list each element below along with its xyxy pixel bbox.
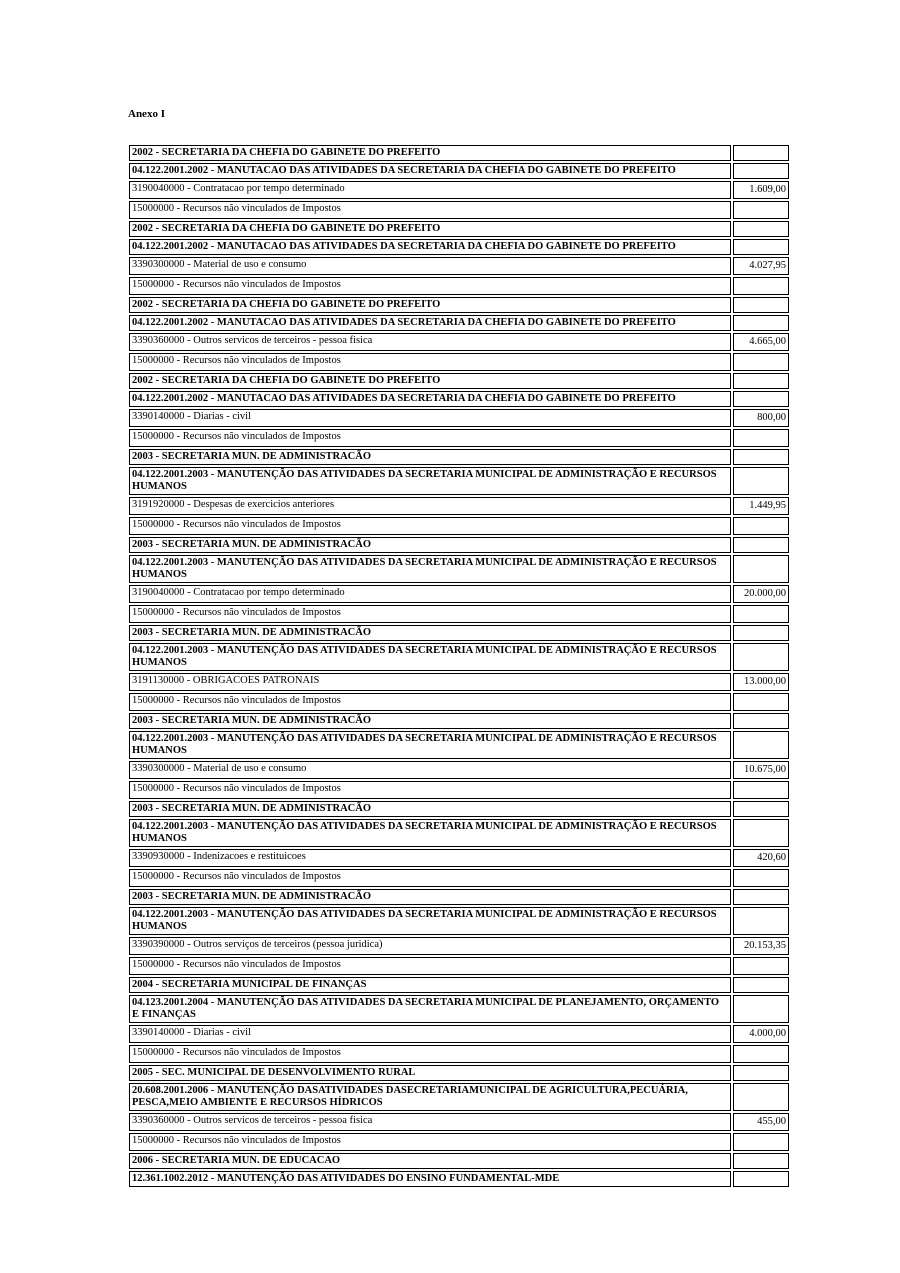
row-description: 15000000 - Recursos não vinculados de Impostos [129,517,731,535]
row-description: 3190040000 - Contratacao por tempo determinado [129,585,731,603]
row-value [733,297,789,313]
item-row [129,1113,789,1131]
heading-row [129,221,789,237]
heading-row [129,643,789,671]
row-description: 2002 - SECRETARIA DA CHEFIA DO GABINETE DO PREFEITO [129,297,731,313]
heading-row [129,145,789,161]
row-description: 15000000 - Recursos não vinculados de Impostos [129,1045,731,1063]
heading-row [129,995,789,1023]
row-value [733,995,789,1023]
row-value: 20.153,35 [733,937,789,955]
row-value [733,373,789,389]
row-description: 15000000 - Recursos não vinculados de Impostos [129,201,731,219]
item-row [129,201,789,219]
row-description: 2002 - SECRETARIA DA CHEFIA DO GABINETE DO PREFEITO [129,145,731,161]
row-description: 3191920000 - Despesas de exercicios anteriores [129,497,731,515]
row-description: 04.122.2001.2003 - MANUTENÇÃO DAS ATIVIDADES DA SECRETARIA MUNICIPAL DE ADMINISTRAÇÃO E RECURSOS HUMANOS [129,819,731,847]
row-value: 455,00 [733,1113,789,1131]
row-description: 15000000 - Recursos não vinculados de Impostos [129,957,731,975]
budget-table [127,143,791,1189]
heading-row [129,819,789,847]
row-description: 20.608.2001.2006 - MANUTENÇÃO DASATIVIDADES DASECRETARIAMUNICIPAL DE AGRICULTURA,PECUÁRIA, PESCA,MEIO AMBIENTE E RECURSOS HÍDRICOS [129,1083,731,1111]
heading-row [129,467,789,495]
row-description: 15000000 - Recursos não vinculados de Impostos [129,869,731,887]
heading-row [129,163,789,179]
row-description: 2003 - SECRETARIA MUN. DE ADMINISTRACÃO [129,625,731,641]
row-value [733,731,789,759]
row-description: 2006 - SECRETARIA MUN. DE EDUCACAO [129,1153,731,1169]
item-row [129,1133,789,1151]
row-description: 04.122.2001.2002 - MANUTACAO DAS ATIVIDADES DA SECRETARIA DA CHEFIA DO GABINETE DO PREFEITO [129,315,731,331]
item-row [129,693,789,711]
item-row [129,353,789,371]
row-value: 4.027,95 [733,257,789,275]
row-value [733,625,789,641]
heading-row [129,297,789,313]
row-value [733,781,789,799]
row-description: 3390360000 - Outros servicos de terceiros - pessoa fisica [129,1113,731,1131]
row-value: 4.665,00 [733,333,789,351]
row-description: 04.123.2001.2004 - MANUTENÇÃO DAS ATIVIDADES DA SECRETARIA MUNICIPAL DE PLANEJAMENTO, ORÇAMENTO E FINANÇAS [129,995,731,1023]
row-description: 15000000 - Recursos não vinculados de Impostos [129,277,731,295]
row-description: 2004 - SECRETARIA MUNICIPAL DE FINANÇAS [129,977,731,993]
row-description: 3191130000 - OBRIGACOES PATRONAIS [129,673,731,691]
row-value [733,713,789,729]
row-value: 4.000,00 [733,1025,789,1043]
heading-row [129,449,789,465]
item-row [129,781,789,799]
heading-row [129,907,789,935]
budget-table-body [129,145,789,1187]
row-description: 04.122.2001.2002 - MANUTACAO DAS ATIVIDADES DA SECRETARIA DA CHEFIA DO GABINETE DO PREFEITO [129,239,731,255]
row-description: 04.122.2001.2003 - MANUTENÇÃO DAS ATIVIDADES DA SECRETARIA MUNICIPAL DE ADMINISTRAÇÃO E RECURSOS HUMANOS [129,467,731,495]
row-value: 10.675,00 [733,761,789,779]
item-row [129,429,789,447]
item-row [129,517,789,535]
row-description: 3390300000 - Material de uso e consumo [129,257,731,275]
heading-row [129,315,789,331]
item-row [129,673,789,691]
row-value [733,429,789,447]
row-value [733,889,789,905]
row-value [733,801,789,817]
row-value [733,693,789,711]
item-row [129,761,789,779]
row-value [733,391,789,407]
row-value [733,221,789,237]
row-description: 2003 - SECRETARIA MUN. DE ADMINISTRACÃO [129,449,731,465]
item-row [129,409,789,427]
heading-row [129,1171,789,1187]
row-description: 04.122.2001.2003 - MANUTENÇÃO DAS ATIVIDADES DA SECRETARIA MUNICIPAL DE ADMINISTRAÇÃO E RECURSOS HUMANOS [129,555,731,583]
row-value [733,163,789,179]
row-value [733,869,789,887]
row-description: 15000000 - Recursos não vinculados de Impostos [129,693,731,711]
item-row [129,1025,789,1043]
row-value [733,977,789,993]
heading-row [129,391,789,407]
heading-row [129,625,789,641]
row-value [733,201,789,219]
row-description: 2003 - SECRETARIA MUN. DE ADMINISTRACÃO [129,537,731,553]
row-value [733,277,789,295]
item-row [129,957,789,975]
row-value [733,315,789,331]
row-value [733,1045,789,1063]
heading-row [129,373,789,389]
row-value: 1.609,00 [733,181,789,199]
row-description: 15000000 - Recursos não vinculados de Impostos [129,1133,731,1151]
row-value [733,517,789,535]
item-row [129,937,789,955]
item-row [129,605,789,623]
row-value [733,643,789,671]
row-description: 3390140000 - Diarias - civil [129,409,731,427]
item-row [129,257,789,275]
document-title: Anexo I [128,108,165,120]
row-description: 04.122.2001.2002 - MANUTACAO DAS ATIVIDADES DA SECRETARIA DA CHEFIA DO GABINETE DO PREFEITO [129,391,731,407]
row-value [733,353,789,371]
heading-row [129,1065,789,1081]
row-value [733,239,789,255]
row-value: 1.449,95 [733,497,789,515]
row-value [733,145,789,161]
row-description: 04.122.2001.2003 - MANUTENÇÃO DAS ATIVIDADES DA SECRETARIA MUNICIPAL DE ADMINISTRAÇÃO E RECURSOS HUMANOS [129,907,731,935]
item-row [129,181,789,199]
heading-row [129,239,789,255]
row-description: 2003 - SECRETARIA MUN. DE ADMINISTRACÃO [129,713,731,729]
row-description: 3390300000 - Material de uso e consumo [129,761,731,779]
row-description: 2003 - SECRETARIA MUN. DE ADMINISTRACÃO [129,889,731,905]
row-value [733,907,789,935]
item-row [129,849,789,867]
row-description: 04.122.2001.2003 - MANUTENÇÃO DAS ATIVIDADES DA SECRETARIA MUNICIPAL DE ADMINISTRAÇÃO E RECURSOS HUMANOS [129,643,731,671]
row-value [733,819,789,847]
row-description: 3390140000 - Diarias - civil [129,1025,731,1043]
row-value [733,555,789,583]
row-description: 15000000 - Recursos não vinculados de Impostos [129,605,731,623]
row-value [733,1083,789,1111]
row-value [733,467,789,495]
row-value [733,1065,789,1081]
heading-row [129,889,789,905]
heading-row [129,1153,789,1169]
row-description: 3190040000 - Contratacao por tempo determinado [129,181,731,199]
item-row [129,869,789,887]
heading-row [129,977,789,993]
row-description: 2005 - SEC. MUNICIPAL DE DESENVOLVIMENTO RURAL [129,1065,731,1081]
row-value [733,605,789,623]
heading-row [129,801,789,817]
row-value [733,957,789,975]
heading-row [129,555,789,583]
row-description: 04.122.2001.2002 - MANUTACAO DAS ATIVIDADES DA SECRETARIA DA CHEFIA DO GABINETE DO PREFEITO [129,163,731,179]
heading-row [129,731,789,759]
row-value [733,537,789,553]
row-value [733,1133,789,1151]
row-description: 2003 - SECRETARIA MUN. DE ADMINISTRACÃO [129,801,731,817]
row-description: 2002 - SECRETARIA DA CHEFIA DO GABINETE DO PREFEITO [129,221,731,237]
item-row [129,1045,789,1063]
row-description: 3390360000 - Outros servicos de terceiros - pessoa fisica [129,333,731,351]
row-value: 800,00 [733,409,789,427]
row-description: 15000000 - Recursos não vinculados de Impostos [129,429,731,447]
row-description: 3390390000 - Outros serviços de terceiros (pessoa juridica) [129,937,731,955]
row-description: 12.361.1002.2012 - MANUTENÇÃO DAS ATIVIDADES DO ENSINO FUNDAMENTAL-MDE [129,1171,731,1187]
item-row [129,585,789,603]
item-row [129,497,789,515]
row-description: 3390930000 - Indenizacoes e restituicoes [129,849,731,867]
row-description: 04.122.2001.2003 - MANUTENÇÃO DAS ATIVIDADES DA SECRETARIA MUNICIPAL DE ADMINISTRAÇÃO E RECURSOS HUMANOS [129,731,731,759]
row-value [733,1153,789,1169]
row-description: 15000000 - Recursos não vinculados de Impostos [129,353,731,371]
row-value: 420,60 [733,849,789,867]
row-description: 15000000 - Recursos não vinculados de Impostos [129,781,731,799]
heading-row [129,537,789,553]
row-value [733,1171,789,1187]
row-description: 2002 - SECRETARIA DA CHEFIA DO GABINETE DO PREFEITO [129,373,731,389]
row-value: 20.000,00 [733,585,789,603]
item-row [129,333,789,351]
heading-row [129,1083,789,1111]
item-row [129,277,789,295]
row-value: 13.000,00 [733,673,789,691]
heading-row [129,713,789,729]
row-value [733,449,789,465]
